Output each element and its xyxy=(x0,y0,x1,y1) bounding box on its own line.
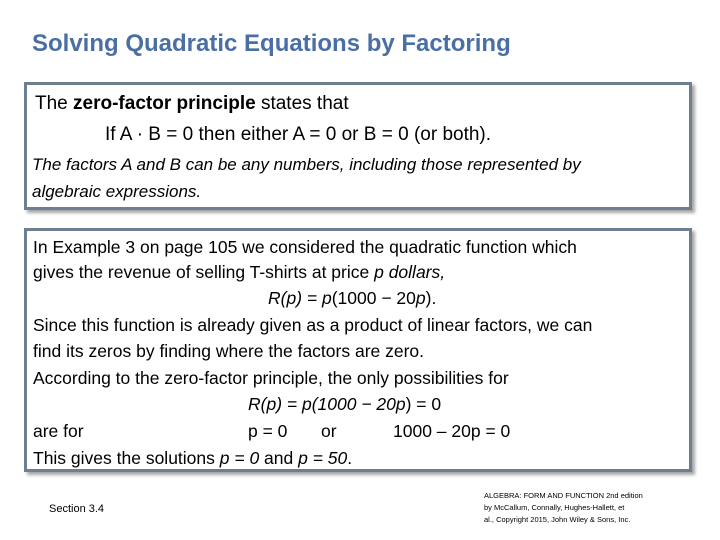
example-line-1: In Example 3 on page 105 we considered the quadratic function which xyxy=(33,237,577,257)
linear-factor-equation: 1000 – 20p = 0 xyxy=(393,421,511,441)
credit-line-3: al., Copyright 2015, John Wiley & Sons, Inc. xyxy=(484,515,631,524)
definition-intro xyxy=(35,93,349,115)
revenue-eq-c: (1000 − 20 xyxy=(331,288,416,308)
revenue-eq-d: p xyxy=(415,288,426,308)
solution-p0: p = 0 xyxy=(219,448,260,468)
zero-eq-c: ) = 0 xyxy=(405,394,442,414)
principle-statement: If A · B = 0 then either A = 0 or B = 0 (or both). xyxy=(105,124,492,145)
zero-eq-a: R(p) = p(1000 − 20 xyxy=(248,394,396,414)
are-for-label: are for xyxy=(33,421,84,441)
example-line-2 xyxy=(33,262,445,283)
slide-title: Solving Quadratic Equations by Factoring xyxy=(32,30,511,57)
p-equals-zero: p = 0 xyxy=(248,421,288,441)
solution-p50: p = 50 xyxy=(298,448,348,468)
principle-name: zero-factor principle xyxy=(73,93,256,114)
credit-line-2: by McCallum, Connally, Hughes-Hallett, et xyxy=(484,503,625,512)
example-line-4: Since this function is already given as a product of linear factors, we can xyxy=(33,315,593,335)
intro-pre: The xyxy=(35,93,74,114)
revenue-eq-a: R(p) = xyxy=(268,288,322,308)
example-line-5: find its zeros by finding where the factors are zero. xyxy=(33,341,425,361)
revenue-eq-b: p xyxy=(321,288,332,308)
factors-note-line1: The factors A and B can be any numbers, including those represented by xyxy=(32,155,581,174)
example-line-2-text: gives the revenue of selling T-shirts at price xyxy=(33,262,375,282)
example-box xyxy=(24,228,692,472)
revenue-equation xyxy=(268,288,436,309)
price-variable: p dollars, xyxy=(374,262,446,282)
revenue-eq-e: ). xyxy=(425,288,437,308)
credit-line-1: ALGEBRA: FORM AND FUNCTION 2nd edition xyxy=(484,491,643,500)
example-line-6: According to the zero-factor principle, the only possibilities for xyxy=(33,368,509,388)
factors-note-line2: algebraic expressions. xyxy=(32,182,202,201)
copyright-credit xyxy=(484,490,694,526)
solutions-and: and xyxy=(259,448,299,468)
zero-eq-b: p xyxy=(395,394,406,414)
solutions-end: . xyxy=(347,448,353,468)
or-label: or xyxy=(321,421,337,441)
solutions-pre: This gives the solutions xyxy=(33,448,220,468)
definition-box xyxy=(24,82,692,210)
solutions-line xyxy=(33,448,352,469)
zero-equation xyxy=(248,394,441,415)
intro-post: states that xyxy=(255,93,349,114)
section-label: Section 3.4 xyxy=(49,503,105,515)
